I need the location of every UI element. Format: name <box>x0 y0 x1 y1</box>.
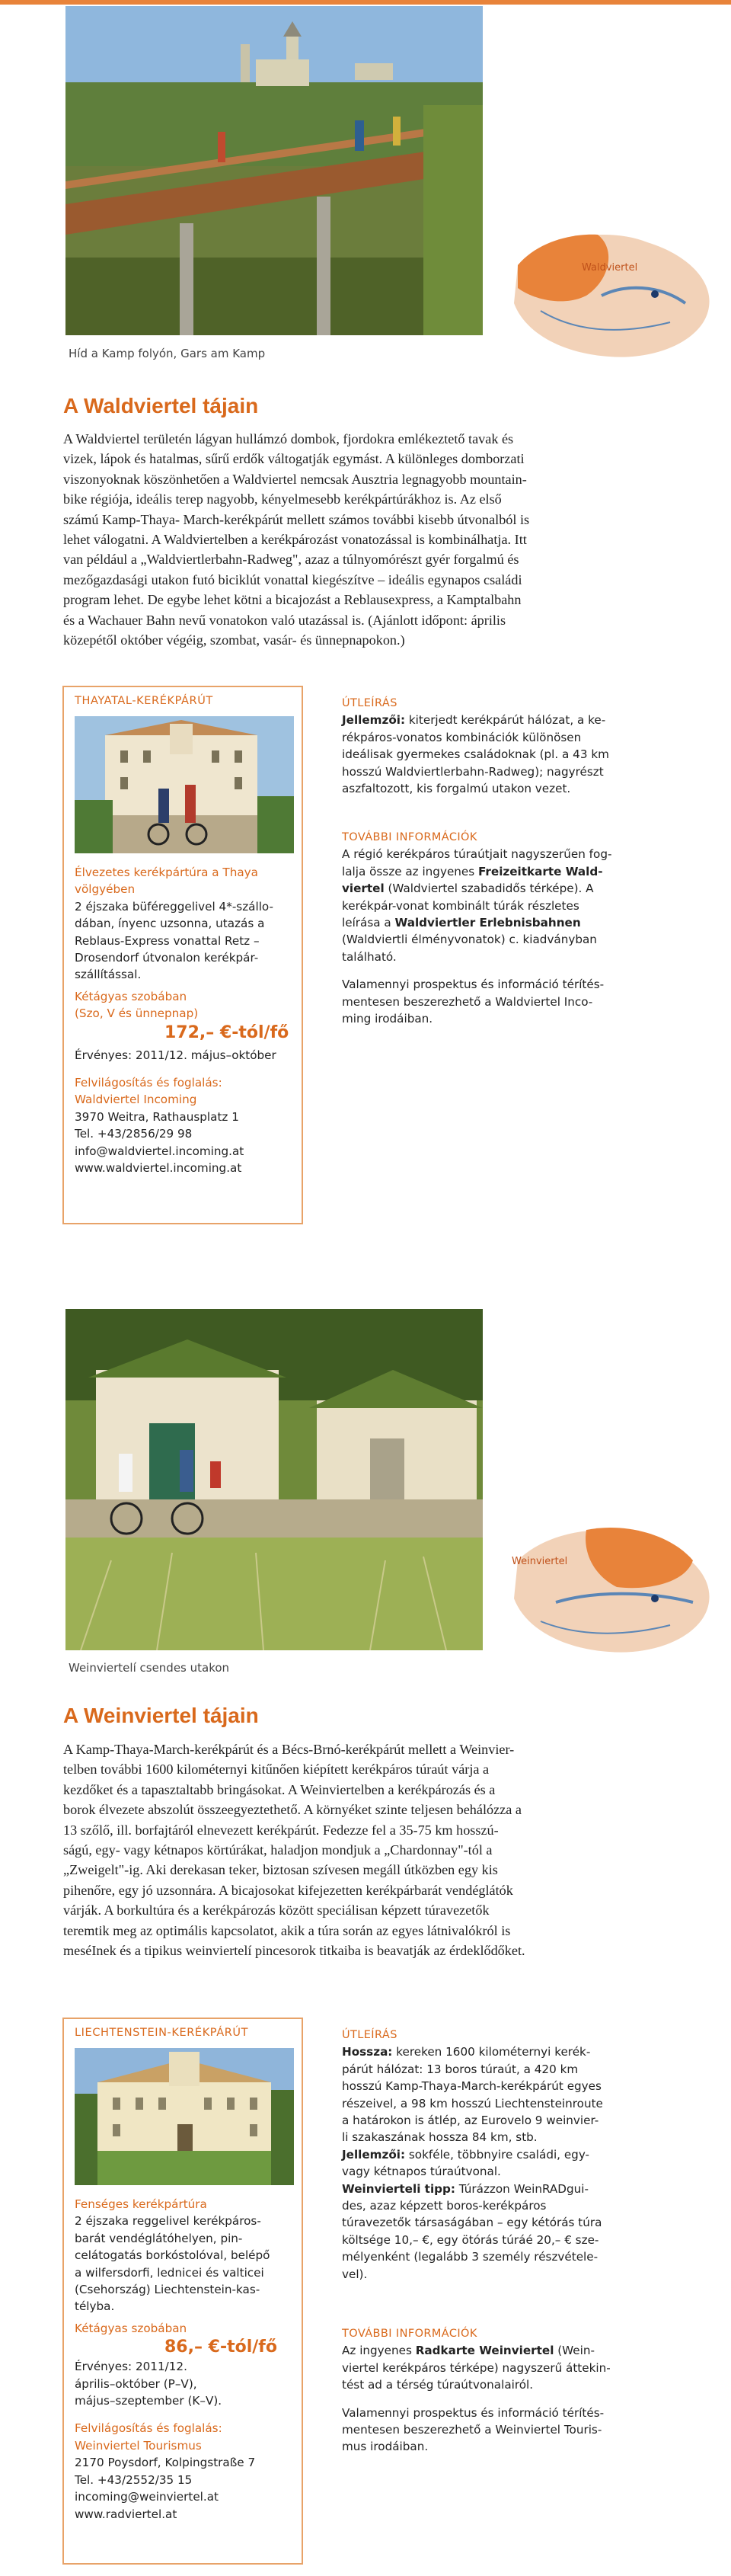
route-label: Weinvierteli tipp: <box>342 2181 455 2196</box>
offer-line: télyba. <box>75 2299 115 2314</box>
route-line: párút hálózat: 13 boros túraút, a 420 km <box>342 2062 579 2076</box>
route-info <box>342 2027 646 2283</box>
info-line: (Waldviertli élményvonatok) c. kiadványban <box>342 933 597 947</box>
intro-line: telben további 1600 kilométernyi kitűnően kiépített kerékpáros túraút várja a <box>63 1762 490 1778</box>
route-line: aszfaltozott, kis forgalmú utakon vezet. <box>342 782 571 796</box>
intro-line: A Kamp-Thaya-March-kerékpárút és a Bécs-Brnó-kerékpárút mellett a Weinvier- <box>63 1742 515 1757</box>
route-info-heading: ÚTLEÍRÁS <box>342 697 397 709</box>
intro-line: várják. A borkultúra és a kerékpározás között speciálisan képzett túravezetők <box>63 1902 490 1918</box>
offer-box <box>62 686 303 1224</box>
map-name: Freizeitkarte Wald- <box>478 864 603 878</box>
route-label: Hossza: <box>342 2045 393 2059</box>
route-line: a határokon is átlép, az Eurovelo 9 weinvier- <box>342 2114 599 2128</box>
route-line: túravezetők társaságában – egy kétórás túra <box>342 2216 602 2230</box>
offer-details <box>75 864 294 1177</box>
info-line: leírása a <box>342 916 395 930</box>
intro-line: van például a „Waldviertlerbahn-Radweg", azaz a túlnyomórészt gyér forgalmú és <box>63 552 519 568</box>
route-line: részeivel, a 98 km hosszú Liechtensteinroute <box>342 2096 603 2110</box>
intro-line: bike régiója, ideális terep nagyobb, kényelmesebb kerékpártúrákhoz is. Az első <box>63 491 502 507</box>
intro-line: 13 szőlő, ill. borfajtáról elnevezett kerékpárút. Fedezze fel a 35-75 km hosszú- <box>63 1822 499 1838</box>
route-label: Jellemzői: <box>342 2147 406 2162</box>
contact-website[interactable]: www.waldviertel.incoming.at <box>75 1161 242 1176</box>
route-line: kereken 1600 kilométernyi kerék- <box>392 2045 591 2059</box>
info-line: található. <box>342 949 397 964</box>
intro-line: viszonyoknak köszönhetően a Waldviertel nemcsak Ausztria legnagyobb mountain- <box>63 471 527 487</box>
route-line: vagy kétnapos túraútvonal. <box>342 2165 501 2179</box>
route-line: költsége 10,– €, egy ötórás túráé 20,– € sze- <box>342 2232 599 2247</box>
price-label: Kétágyas szobában <box>75 2321 187 2335</box>
offer-line: celátogatás borkóstolóval, belépő <box>75 2248 270 2263</box>
more-info <box>342 829 646 1027</box>
section-title: A Waldviertel tájain <box>63 394 259 418</box>
intro-line: pihenőre, egy jó uzsonnára. A bicajosokat kifejezetten kerékpárbarát vendéglátók <box>63 1882 513 1898</box>
info-line: kerékpár-vonat kombinált túrák részletes <box>342 898 579 913</box>
more-info-heading: TOVÁBBI INFORMÁCIÓK <box>342 831 477 843</box>
contact-heading: Felvilágosítás és foglalás: <box>75 1076 222 1090</box>
validity: Érvényes: 2011/12. <box>75 2360 187 2374</box>
contact-website[interactable]: www.radviertel.at <box>75 2507 177 2521</box>
route-line: hosszú Waldviertlerbahn-Radweg); nagyrészt <box>342 764 604 779</box>
offer-line: szállítással. <box>75 968 142 982</box>
offer-line: (Csehország) Liechtenstein-kas- <box>75 2283 260 2297</box>
route-line: ideálisak gyermekes családoknak (pl. a 43 km <box>342 747 609 762</box>
offer-line: Reblaus-Express vonattal Retz – <box>75 933 260 948</box>
offer-line: a wilfersdorfi, lednicei és valticei <box>75 2265 264 2280</box>
weinviertel-region-map <box>495 1515 723 1659</box>
intro-line: „Zweigelt"-ig. Aki derekasan teker, biztosan szívesen megáll útközben egy kis <box>63 1862 498 1878</box>
route-line: rékpáros-vonatos kombinációk különösen <box>342 730 582 744</box>
contact-company: Weinviertel Tourismus <box>75 2438 202 2453</box>
intro-line: teremtik meg az optimális kapcsolatot, akik a túra során az egyes látnivalókról is <box>63 1922 511 1938</box>
validity: Érvényes: 2011/12. május–október <box>75 1048 276 1062</box>
contact-email[interactable]: info@waldviertel.incoming.at <box>75 1144 244 1158</box>
info-line: Az ingyenes <box>342 2344 416 2358</box>
info-line: tést ad a térség túraútvonalairól. <box>342 2378 534 2392</box>
contact-phone: Tel. +43/2856/29 98 <box>75 1127 193 1141</box>
route-line: kiterjedt kerékpárút hálózat, a ke- <box>405 713 606 728</box>
wine-cellar-cyclists-photo <box>65 1309 483 1650</box>
top-accent-line <box>0 0 731 5</box>
info-line: mentesen beszerezhető a Waldviertel Inco- <box>342 994 593 1009</box>
map-name: viertel <box>342 882 385 896</box>
route-line: hosszú Kamp-Thaya-March-kerékpárút egyes <box>342 2079 602 2094</box>
box-title: LIECHTENSTEIN-KERÉKPÁRÚT <box>75 2027 249 2039</box>
contact-company: Waldviertel Incoming <box>75 1093 197 1107</box>
contact-email[interactable]: incoming@weinviertel.at <box>75 2490 219 2504</box>
more-info-heading: TOVÁBBI INFORMÁCIÓK <box>342 2328 477 2340</box>
route-label: Jellemzői: <box>342 713 406 728</box>
validity: április–október (P–V), <box>75 2376 197 2391</box>
castle-cyclists-photo <box>75 716 294 853</box>
waldviertel-region-map <box>495 219 723 364</box>
info-line: Valamennyi prospektus és információ térítés- <box>342 978 605 992</box>
offer-line: barát vendéglátóhelyen, pin- <box>75 2231 243 2245</box>
intro-line: vizek, lápok és hatalmas, sűrű erdők váltogatják egymást. A különleges domborzati <box>63 451 525 467</box>
info-line: mentesen beszerezhető a Weinviertel Touris- <box>342 2423 602 2437</box>
offer-details <box>75 2196 294 2523</box>
route-line: des, azaz képzett boros-kerékpáros <box>342 2199 547 2213</box>
intro-line: ságú, egy- vagy kétnapos körtúrákat, haladjon mondjuk a „Chardonnay"-tól a <box>63 1842 493 1858</box>
contact-heading: Felvilágosítás és foglalás: <box>75 2421 222 2436</box>
contact-address: 3970 Weitra, Rathausplatz 1 <box>75 1109 239 1124</box>
info-line: (Waldviertel szabadidős térképe). A <box>384 882 594 896</box>
route-info <box>342 695 646 797</box>
offer-line: 2 éjszaka büféreggelivel 4*-szállo- <box>75 899 273 914</box>
info-line: (Wein- <box>554 2344 595 2358</box>
route-line: sokféle, többnyire családi, egy- <box>405 2147 590 2162</box>
box-title: THAYATAL-KERÉKPÁRÚT <box>75 695 213 707</box>
contact-phone: Tel. +43/2552/35 15 <box>75 2472 193 2487</box>
info-line: viertel kerékpáros térképe) nagyszerű áttekin- <box>342 2360 611 2375</box>
offer-box <box>62 2018 303 2565</box>
kamp-bridge-photo <box>65 6 483 335</box>
map-region-label: Weinviertel <box>512 1556 568 1567</box>
info-line: ming irodáiban. <box>342 1012 433 1026</box>
intro-line: számú Kamp-Thaya- March-kerékpárút mellett számos további kisebb útvonalból is <box>63 511 530 527</box>
intro-line: kezdőket és a tapasztaltabb bringásokat. A Weinviertelben a kerékpározás és a <box>63 1781 496 1797</box>
photo-caption: Híd a Kamp folyón, Gars am Kamp <box>69 347 266 360</box>
intro-paragraph <box>63 1739 665 1960</box>
info-line: lalja össze az ingyenes <box>342 864 478 878</box>
photo-caption: Weinviertelí csendes utakon <box>69 1661 230 1675</box>
price-label: Kétágyas szobában <box>75 989 187 1003</box>
intro-line: lehet válogatni. A Waldviertelben a kerékpározást vonatozással is kombinálhatja. Itt <box>63 532 527 548</box>
info-line: Valamennyi prospektus és információ térítés- <box>342 2405 605 2420</box>
route-line: mélyenként (legalább 3 személy részvétele- <box>342 2250 599 2264</box>
offer-line: dában, ínyenc uzsonna, utazás a <box>75 917 265 931</box>
offer-line: Drosendorf útvonalon kerékpár- <box>75 951 259 965</box>
intro-line: közepétől október végéig, szombat, vasár- és ünnepnapokon.) <box>63 632 405 648</box>
intro-paragraph <box>63 429 665 650</box>
route-line: li szakaszának hossza 84 km, stb. <box>342 2130 538 2145</box>
route-line: Túrázzon WeinRADgui- <box>455 2181 589 2196</box>
validity: május–szeptember (K–V). <box>75 2394 222 2408</box>
intro-line: és a Wachauer Bahn nevű vonatokon való utazással is. (Ajánlott időpont: április <box>63 612 506 628</box>
offer-line: 2 éjszaka reggelivel kerékpáros- <box>75 2214 261 2229</box>
intro-line: borok élvezete abszolút összeegyeztethető. A környéket szinte teljesen behálózza a <box>63 1802 522 1818</box>
section-title: A Weinviertel tájain <box>63 1704 259 1727</box>
route-info-heading: ÚTLEÍRÁS <box>342 2029 397 2041</box>
intro-line: A Waldviertel területén lágyan hullámzó dombok, fjordokra emlékeztető tavak és <box>63 431 514 446</box>
price: 172,– €-tól/fő <box>164 1022 289 1042</box>
price-condition: (Szo, V és ünnepnap) <box>75 1006 199 1021</box>
offer-title-1: Fenséges kerékpártúra <box>75 2197 207 2211</box>
publication-name: Waldviertler Erlebnisbahnen <box>394 916 581 930</box>
map-name: Radkarte Weinviertel <box>415 2344 554 2358</box>
offer-title-1: Élvezetes kerékpártúra a Thaya <box>75 866 258 879</box>
intro-line: meséInek és a tipikus weinviertelí pincesorok titkaiba is beavatják az érdeklődőket. <box>63 1943 525 1959</box>
offer-title-2: völgyében <box>75 882 136 897</box>
map-region-label: Waldviertel <box>582 262 638 274</box>
info-line: A régió kerékpáros túraútjait nagyszerűen fog- <box>342 847 612 862</box>
contact-address: 2170 Poysdorf, Kolpingstraße 7 <box>75 2456 256 2470</box>
route-line: vel). <box>342 2267 368 2281</box>
liechtenstein-castle-photo <box>75 2048 294 2185</box>
more-info <box>342 2325 646 2456</box>
intro-line: mezőgazdasági utakon futó biciklút vonattal kiegészítve – ideális egynapos családi <box>63 571 522 587</box>
intro-line: program lehet. De egybe lehet kötni a bicajozást a Reblausexpress, a Kamptalbahn <box>63 592 522 608</box>
price: 86,– €-tól/fő <box>164 2338 277 2357</box>
info-line: mus irodáiban. <box>342 2440 429 2454</box>
